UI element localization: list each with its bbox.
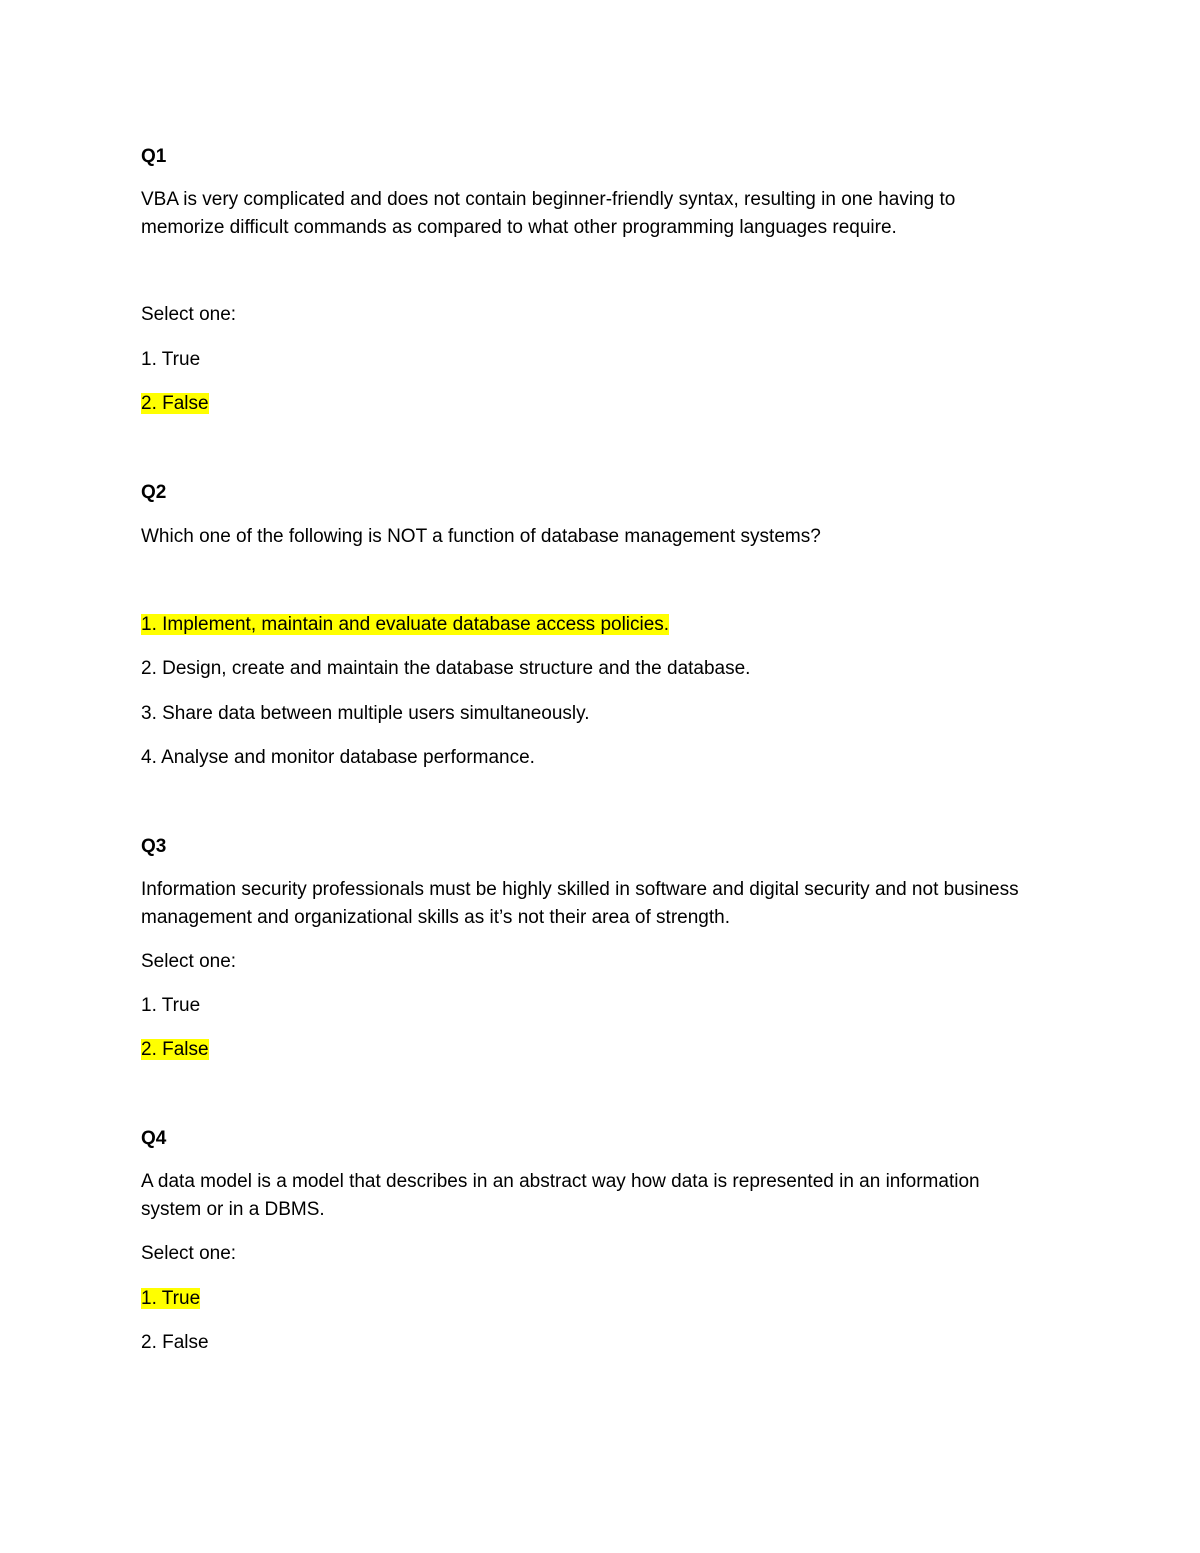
question-label: Q1 xyxy=(141,146,167,167)
option-text: 1. True xyxy=(141,1288,201,1309)
answer-option-highlighted xyxy=(141,1287,200,1311)
question-text-line: Information security professionals must be highly skilled in software and digital security and not business xyxy=(141,879,1019,900)
question-text-line: VBA is very complicated and does not contain beginner-friendly syntax, resulting in one having to xyxy=(141,189,956,210)
option-text: 1. True xyxy=(141,349,201,370)
select-prompt: Select one: xyxy=(141,304,237,325)
select-prompt: Select one: xyxy=(141,951,237,972)
question-text-line: memorize difficult commands as compared to what other programming languages require. xyxy=(141,217,897,238)
option-text: 2. Design, create and maintain the database structure and the database. xyxy=(141,658,751,679)
option-text: 1. True xyxy=(141,995,201,1016)
answer-option xyxy=(141,348,200,372)
option-text: 1. Implement, maintain and evaluate database access policies. xyxy=(141,614,670,635)
answer-option-highlighted xyxy=(141,1038,209,1062)
question-text-line: system or in a DBMS. xyxy=(141,1199,325,1220)
option-text: 2. False xyxy=(141,1039,209,1060)
question-label: Q4 xyxy=(141,1128,167,1149)
answer-option xyxy=(141,1331,209,1355)
option-text: 2. False xyxy=(141,1332,209,1353)
answer-option xyxy=(141,657,750,681)
answer-option xyxy=(141,746,535,770)
question-text-line: A data model is a model that describes in an abstract way how data is represented in an information xyxy=(141,1171,980,1192)
answer-option-highlighted xyxy=(141,392,209,416)
answer-option xyxy=(141,702,590,726)
option-text: 4. Analyse and monitor database performance. xyxy=(141,747,535,768)
option-text: 2. False xyxy=(141,393,209,414)
answer-option-highlighted xyxy=(141,613,669,637)
question-label: Q2 xyxy=(141,482,167,503)
question-text-line: Which one of the following is NOT a function of database management systems? xyxy=(141,526,821,547)
option-text: 3. Share data between multiple users simultaneously. xyxy=(141,703,590,724)
answer-option xyxy=(141,994,200,1018)
select-prompt: Select one: xyxy=(141,1243,237,1264)
question-label: Q3 xyxy=(141,836,167,857)
question-text-line: management and organizational skills as it’s not their area of strength. xyxy=(141,907,730,928)
